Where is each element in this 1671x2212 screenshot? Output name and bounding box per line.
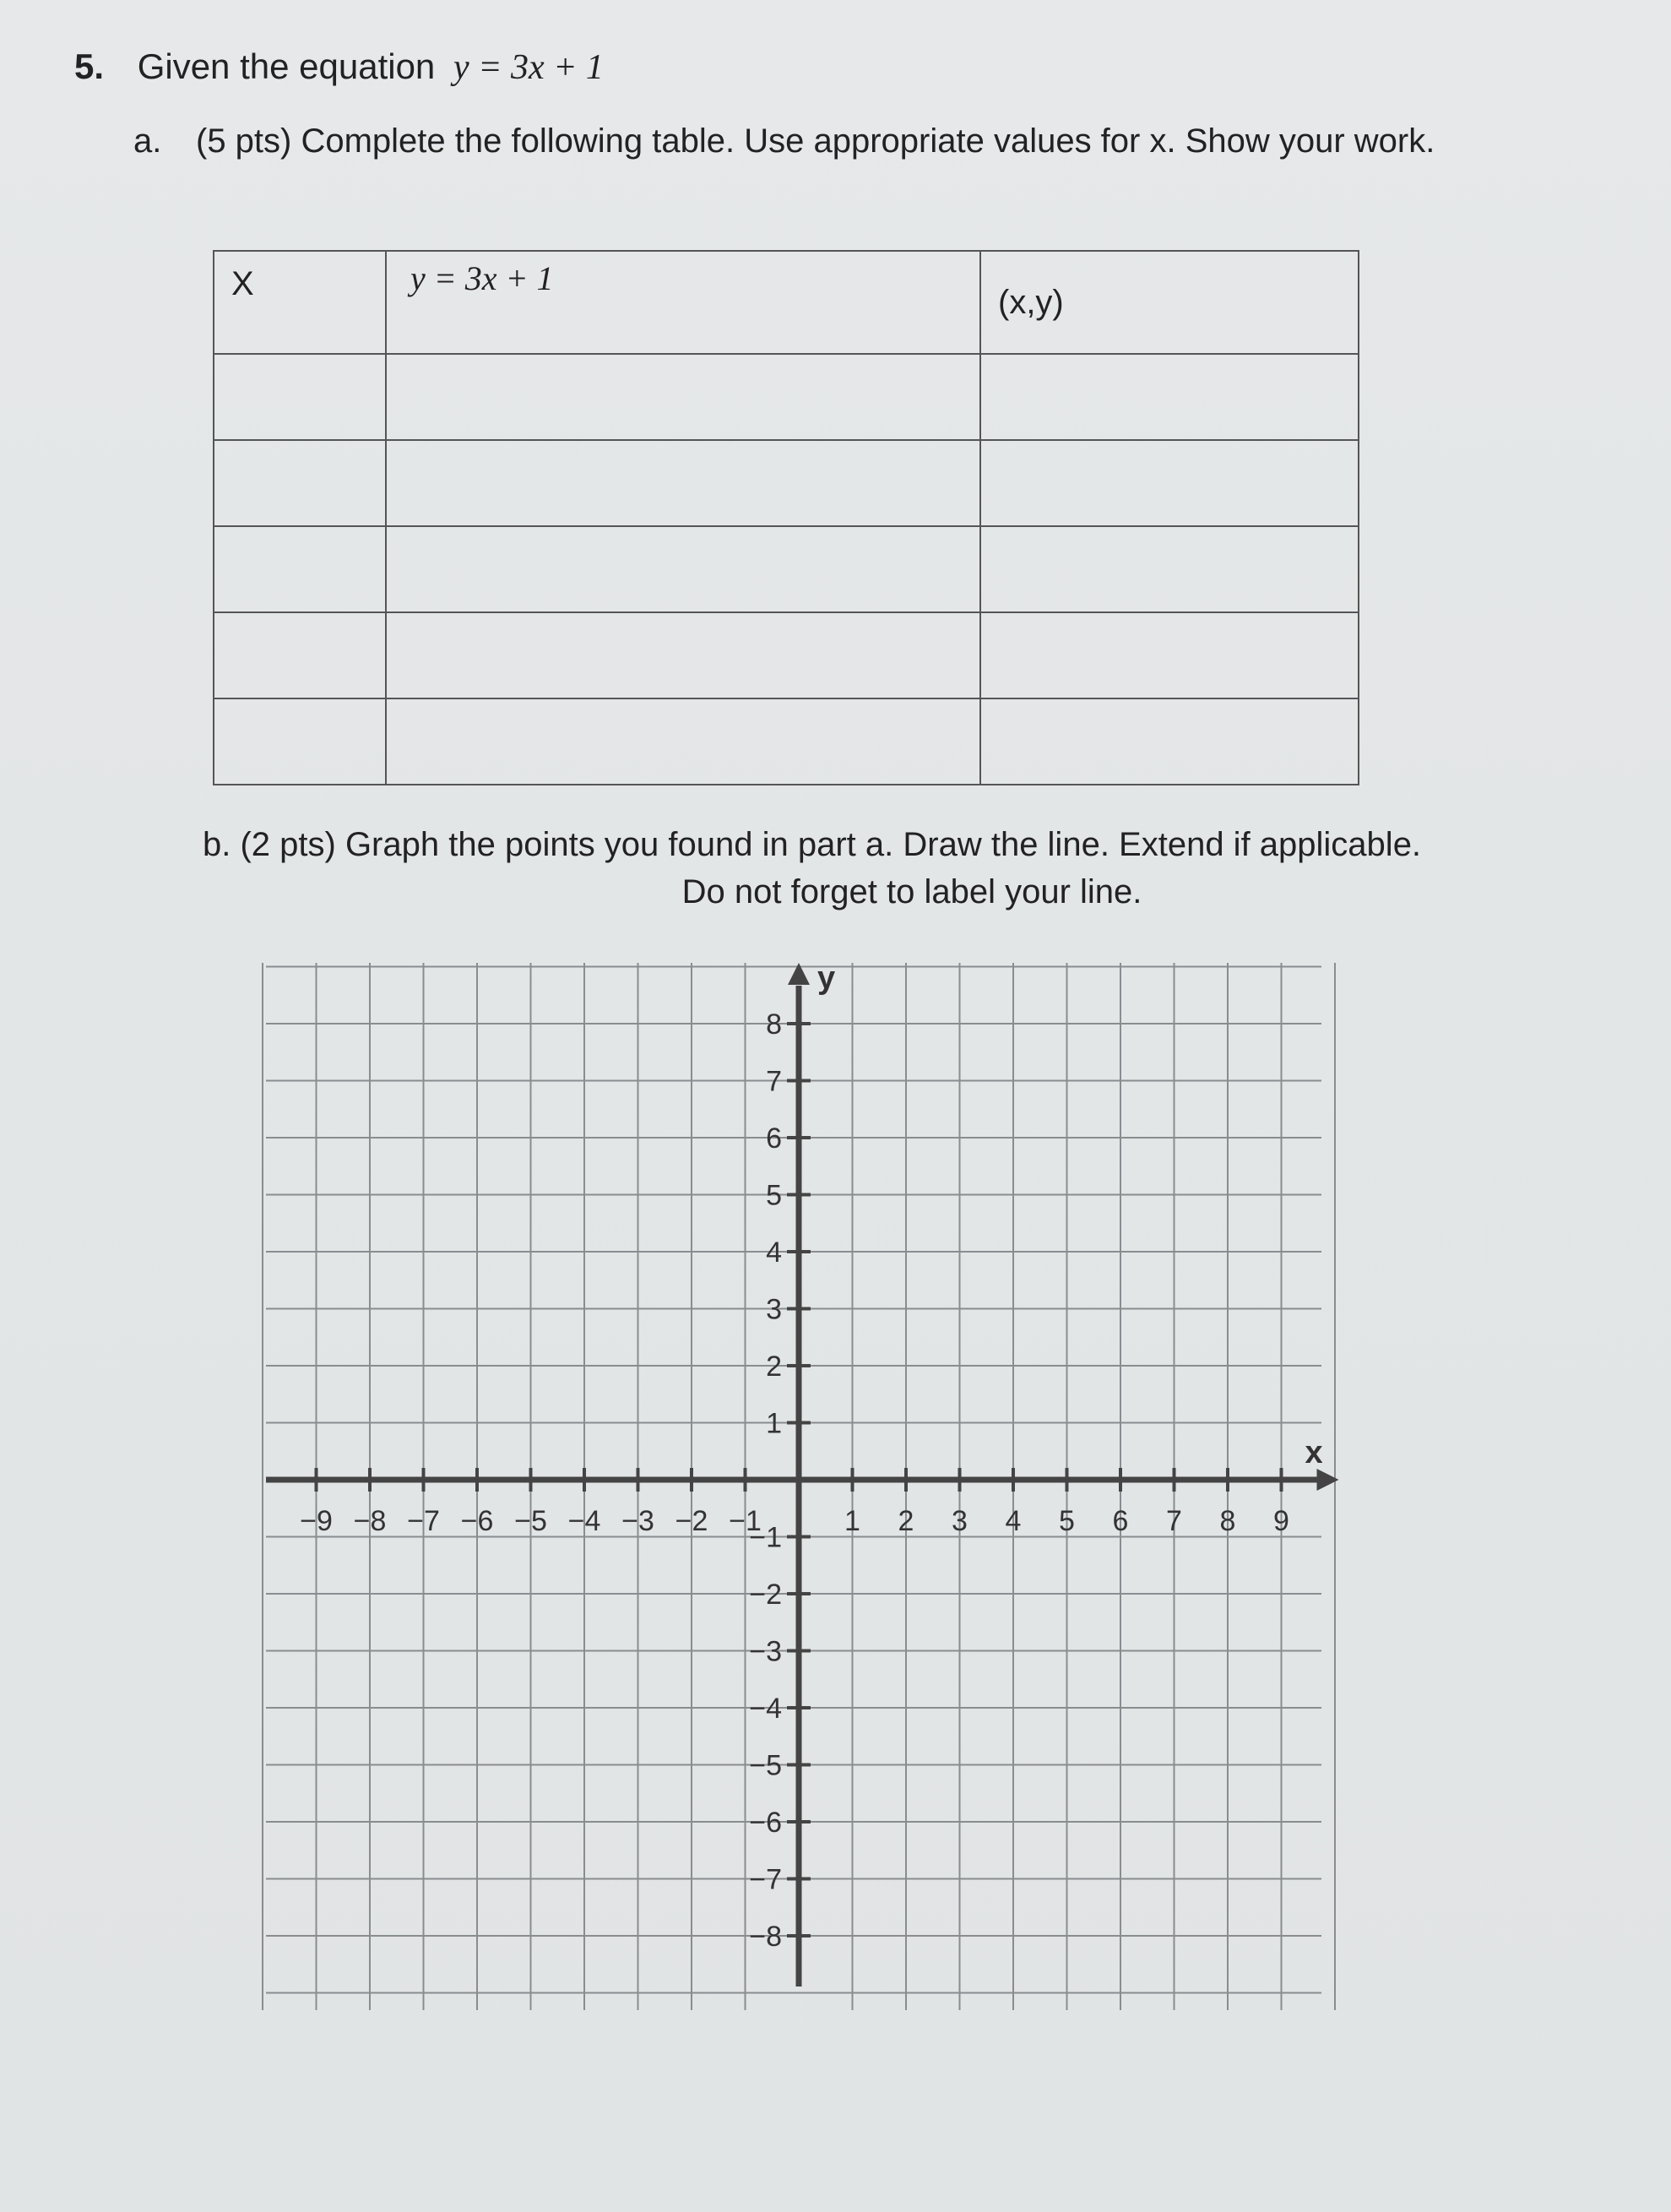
- y-tick-label: −3: [749, 1635, 782, 1668]
- x-tick-label: 3: [952, 1505, 968, 1537]
- x-tick-label: −4: [567, 1505, 601, 1537]
- x-tick-label: −2: [675, 1505, 708, 1537]
- x-tick-label: 5: [1059, 1505, 1075, 1537]
- x-tick-label: −9: [300, 1505, 333, 1537]
- x-tick-label: 2: [898, 1505, 914, 1537]
- x-tick-label: 7: [1166, 1505, 1182, 1537]
- x-tick-label: −1: [729, 1505, 762, 1537]
- x-tick-label: −5: [514, 1505, 547, 1537]
- y-tick-label: 2: [766, 1351, 782, 1383]
- y-tick-label: 3: [766, 1293, 782, 1326]
- x-tick-label: −8: [353, 1505, 387, 1537]
- y-tick-label: 7: [766, 1065, 782, 1098]
- part-b-instruction: b. (2 pts) Graph the points you found in part a. Draw the line. Extend if applicable.: [203, 826, 1422, 863]
- part-a-letter: a.: [133, 122, 162, 160]
- y-tick-label: 1: [766, 1407, 782, 1440]
- x-tick-label: 6: [1112, 1505, 1129, 1537]
- y-tick-label: 5: [766, 1179, 782, 1212]
- part-a-text: (5 pts) Complete the following table. Use appropriate values for x. Show your work.: [196, 122, 1435, 160]
- part-b-reminder: Do not forget to label your line.: [681, 873, 1142, 910]
- y-tick-label: −8: [749, 1921, 782, 1953]
- x-tick-label: −6: [460, 1505, 494, 1537]
- x-tick-label: 1: [844, 1505, 860, 1537]
- x-tick-label: −3: [621, 1505, 654, 1537]
- y-tick-label: −6: [749, 1807, 782, 1839]
- x-axis-label: x: [1305, 1435, 1323, 1470]
- y-tick-label: −1: [749, 1521, 782, 1554]
- y-tick-label: 4: [766, 1236, 782, 1269]
- header-equation: y = 3x + 1: [386, 251, 980, 354]
- x-tick-label: −7: [407, 1505, 440, 1537]
- question-number: 5.: [74, 46, 105, 86]
- y-axis-label: y: [817, 960, 836, 996]
- y-tick-label: −4: [749, 1693, 782, 1725]
- y-tick-label: −7: [749, 1863, 782, 1896]
- question-equation: y = 3x + 1: [453, 48, 604, 87]
- x-tick-label: 9: [1273, 1505, 1289, 1537]
- x-tick-label: 4: [1005, 1505, 1022, 1537]
- question-prompt: Given the equation: [137, 46, 436, 86]
- header-x: X: [214, 251, 386, 354]
- header-pair: (x,y): [980, 251, 1359, 354]
- y-tick-label: −2: [749, 1579, 782, 1611]
- y-tick-label: 8: [766, 1008, 782, 1041]
- x-tick-label: 8: [1219, 1505, 1236, 1537]
- y-tick-label: 6: [766, 1122, 782, 1155]
- y-tick-label: −5: [749, 1749, 782, 1782]
